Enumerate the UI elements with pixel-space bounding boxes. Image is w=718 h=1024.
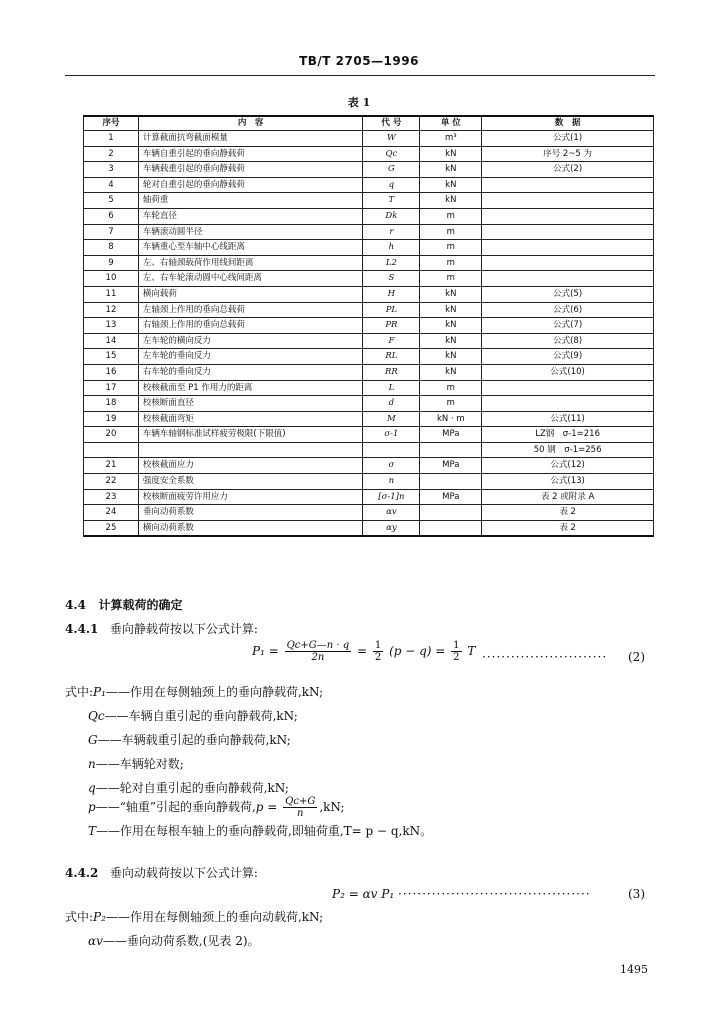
row-data [482, 240, 654, 256]
row-content: 车辆载重引起的垂向静载荷 [138, 162, 363, 178]
subsection-441-number: 4.4.1 [65, 622, 99, 636]
row-unit [420, 520, 482, 536]
row-content: 车轮直径 [138, 208, 363, 224]
row-number: 16 [84, 364, 139, 380]
row-data: 表 2 [482, 520, 654, 536]
table-row [84, 271, 654, 287]
def-text: ——垂向动荷系数,(见表 2)。 [102, 934, 260, 948]
eq2-equals: = [356, 644, 368, 658]
table-row [84, 442, 654, 458]
where-block-2 [65, 908, 323, 925]
row-number: 2 [84, 146, 139, 162]
table-row [84, 286, 654, 302]
row-number: 8 [84, 240, 139, 256]
row-data: 公式(10) [482, 364, 654, 380]
def-text: ——车辆载重引起的垂向静载荷,kN; [97, 733, 291, 747]
row-code: RR [363, 364, 420, 380]
eq3-number: (3) [628, 887, 645, 901]
row-number: 23 [84, 489, 139, 505]
table-row [84, 146, 654, 162]
where-label-2: 式中: [65, 910, 94, 924]
col-header-content: 内 容 [138, 116, 363, 131]
row-number: 3 [84, 162, 139, 178]
row-code: H [363, 286, 420, 302]
row-code: r [363, 224, 420, 240]
row-data: 公式(2) [482, 162, 654, 178]
row-code: W [363, 131, 420, 147]
row-number: 14 [84, 333, 139, 349]
row-number: 10 [84, 271, 139, 287]
row-unit: m [420, 240, 482, 256]
row-content: 左、右车轮滚动圆中心线间距离 [138, 271, 363, 287]
row-content: 轮对自重引起的垂向静载荷 [138, 177, 363, 193]
table-row [84, 489, 654, 505]
table-row [84, 474, 654, 490]
table-header-row [84, 116, 654, 131]
row-code: σ [363, 458, 420, 474]
row-unit: m [420, 255, 482, 271]
equation-3: P₂ = αv P₁ [332, 887, 395, 901]
definition-line [88, 755, 184, 772]
row-content: 右车轮的垂向反力 [138, 364, 363, 380]
subsection-441 [65, 620, 258, 637]
row-data: 表 2 [482, 505, 654, 521]
row-content [138, 442, 363, 458]
row-unit: MPa [420, 489, 482, 505]
row-content: 校核截面弯矩 [138, 411, 363, 427]
row-data [482, 396, 654, 412]
eq2-numerator-3: 1 [453, 640, 460, 651]
table-row [84, 520, 654, 536]
row-code: M [363, 411, 420, 427]
row-unit: kN [420, 286, 482, 302]
row-data: 序号 2~5 为 [482, 146, 654, 162]
table-row [84, 411, 654, 427]
row-content: 车辆重心至车轴中心线距离 [138, 240, 363, 256]
row-number: 9 [84, 255, 139, 271]
standard-code: TB/T 2705—1996 [299, 54, 419, 68]
row-code: L2 [363, 255, 420, 271]
row-content: 横向载荷 [138, 286, 363, 302]
def-p-unit: ,kN; [319, 800, 345, 814]
def-p-denominator: n [297, 808, 304, 819]
col-header-no: 序号 [84, 116, 139, 131]
def-p-fraction [283, 796, 317, 819]
eq2-number: (2) [628, 650, 645, 664]
def-symbol: p [88, 800, 96, 814]
row-unit: m³ [420, 131, 482, 147]
eq2-denominator-1: 2n [311, 652, 325, 663]
row-data: 公式(5) [482, 286, 654, 302]
row-content: 车辆车轴钢标准试样疲劳极限(下限值) [138, 427, 363, 443]
row-number: 4 [84, 177, 139, 193]
row-code: σ-1 [363, 427, 420, 443]
row-unit: MPa [420, 458, 482, 474]
eq2-middle: (p − q) = [389, 644, 446, 658]
row-code: q [363, 177, 420, 193]
row-content: 横向动荷系数 [138, 520, 363, 536]
eq2-tail: T [467, 644, 476, 658]
row-data: 公式(1) [482, 131, 654, 147]
def-symbol: αv [88, 934, 103, 948]
table-row [84, 427, 654, 443]
row-code: G [363, 162, 420, 178]
def-symbol: T [88, 824, 97, 838]
row-code: L [363, 380, 420, 396]
eq2-numerator-2: 1 [374, 640, 382, 651]
row-unit [420, 505, 482, 521]
definition-line [88, 731, 291, 748]
eq2-denominator-3: 2 [453, 652, 460, 663]
col-header-unit: 单 位 [420, 116, 482, 131]
table-row [84, 458, 654, 474]
row-number: 11 [84, 286, 139, 302]
definition-line-p [88, 796, 345, 819]
def-text: ——作用在每侧轴颈上的垂向静载荷,kN; [105, 685, 324, 699]
eq2-denominator-2: 2 [374, 652, 382, 663]
header-rule [65, 75, 655, 76]
row-code: S [363, 271, 420, 287]
row-number: 20 [84, 427, 139, 443]
table-row [84, 396, 654, 412]
section-heading [65, 596, 182, 613]
row-data [482, 224, 654, 240]
table-row [84, 333, 654, 349]
row-unit: kN [420, 162, 482, 178]
table-row [84, 193, 654, 209]
row-data [482, 208, 654, 224]
where-label: 式中: [65, 685, 94, 699]
table-row [84, 240, 654, 256]
def-text: ——轮对自重引起的垂向静载荷,kN; [95, 781, 289, 795]
def-symbol: q [88, 781, 96, 795]
row-number: 13 [84, 318, 139, 334]
row-data: LZ钢 σ-1=216 [482, 427, 654, 443]
table-row [84, 380, 654, 396]
def-symbol: n [88, 757, 96, 771]
row-number [84, 442, 139, 458]
def-text: ——“轴重”引起的垂向静载荷, [95, 800, 256, 814]
def-symbol: P₂ [93, 910, 106, 924]
table-row [84, 505, 654, 521]
table-row [84, 255, 654, 271]
subsection-442 [65, 864, 258, 881]
row-unit: MPa [420, 427, 482, 443]
row-number: 22 [84, 474, 139, 490]
eq2-fraction-3 [451, 640, 461, 663]
row-content: 左车轮的垂向反力 [138, 349, 363, 365]
eq2-leader: ·························· [482, 650, 608, 664]
table-row [84, 349, 654, 365]
table-row [84, 364, 654, 380]
row-content: 校核断面直径 [138, 396, 363, 412]
table-row [84, 302, 654, 318]
def-symbol: Qc [88, 709, 105, 723]
row-unit: m [420, 208, 482, 224]
def-text: ——作用在每根车轴上的垂向静载荷,即轴荷重,T= p − q,kN。 [96, 824, 433, 838]
eq2-fraction-2 [373, 640, 383, 663]
row-number: 21 [84, 458, 139, 474]
row-code: T [363, 193, 420, 209]
row-content: 左、右轴颈载荷作用线间距离 [138, 255, 363, 271]
row-unit [420, 474, 482, 490]
table-row [84, 318, 654, 334]
definition-line [88, 932, 260, 949]
table-row [84, 224, 654, 240]
row-number: 18 [84, 396, 139, 412]
row-data [482, 177, 654, 193]
def-text: ——作用在每侧轴颈上的垂向动载荷,kN; [105, 910, 324, 924]
def-symbol: G [88, 733, 98, 747]
row-unit: kN [420, 318, 482, 334]
table-row [84, 177, 654, 193]
row-data [482, 380, 654, 396]
row-code: Dk [363, 208, 420, 224]
row-content: 垂向动荷系数 [138, 505, 363, 521]
row-number: 5 [84, 193, 139, 209]
row-unit: m [420, 380, 482, 396]
equation-2 [252, 640, 475, 663]
eq2-numerator-1: Qc+G—n · q [286, 640, 350, 651]
table-row [84, 208, 654, 224]
row-number: 15 [84, 349, 139, 365]
row-content: 右轴颈上作用的垂向总载荷 [138, 318, 363, 334]
row-number: 12 [84, 302, 139, 318]
page-number: 1495 [620, 963, 648, 976]
def-p-equation: p = [255, 800, 278, 814]
row-content: 车辆滚动圆半径 [138, 224, 363, 240]
row-number: 25 [84, 520, 139, 536]
row-unit: kN [420, 146, 482, 162]
row-code: d [363, 396, 420, 412]
row-content: 计算截面抗弯截面模量 [138, 131, 363, 147]
row-data [482, 193, 654, 209]
row-unit: kN · m [420, 411, 482, 427]
row-number: 24 [84, 505, 139, 521]
row-content: 校核截面应力 [138, 458, 363, 474]
row-unit: kN [420, 349, 482, 365]
subsection-442-text: 垂向动载荷按以下公式计算: [109, 866, 258, 880]
row-code: αv [363, 505, 420, 521]
row-data: 公式(6) [482, 302, 654, 318]
row-unit: kN [420, 193, 482, 209]
row-code: Qc [363, 146, 420, 162]
def-p-numerator: Qc+G [285, 796, 316, 807]
row-data: 50 钢 σ-1=256 [482, 442, 654, 458]
row-data [482, 255, 654, 271]
row-data: 表 2 或附录 A [482, 489, 654, 505]
row-unit: kN [420, 302, 482, 318]
eq3-leader: ········································ [398, 887, 591, 901]
row-code: RL [363, 349, 420, 365]
row-content: 校核截面至 P1 作用力的距离 [138, 380, 363, 396]
row-unit: m [420, 396, 482, 412]
row-data: 公式(7) [482, 318, 654, 334]
where-block [65, 683, 323, 700]
row-data: 公式(8) [482, 333, 654, 349]
row-code: h [363, 240, 420, 256]
row-unit: m [420, 224, 482, 240]
row-content: 强度安全系数 [138, 474, 363, 490]
def-text: ——车辆自重引起的垂向静载荷,kN; [104, 709, 298, 723]
def-text: ——车辆轮对数; [95, 757, 184, 771]
definition-line-T [88, 822, 432, 839]
row-data [482, 271, 654, 287]
col-header-code: 代 号 [363, 116, 420, 131]
row-data: 公式(9) [482, 349, 654, 365]
eq2-lhs: P₁ = [252, 644, 279, 658]
row-unit: kN [420, 177, 482, 193]
row-data: 公式(13) [482, 474, 654, 490]
row-code: n [363, 474, 420, 490]
row-content: 左轴颈上作用的垂向总载荷 [138, 302, 363, 318]
row-code [363, 442, 420, 458]
table-title: 表 1 [347, 96, 371, 109]
row-content: 轴荷重 [138, 193, 363, 209]
row-code: [σ-1]n [363, 489, 420, 505]
section-title: 计算载荷的确定 [98, 598, 183, 612]
definition-line [88, 707, 298, 724]
row-unit: m [420, 271, 482, 287]
row-data: 公式(11) [482, 411, 654, 427]
row-number: 6 [84, 208, 139, 224]
row-content: 左车轮的横向反力 [138, 333, 363, 349]
parameter-table [83, 115, 654, 537]
row-number: 17 [84, 380, 139, 396]
row-content: 校核断面疲劳许用应力 [138, 489, 363, 505]
row-code: PL [363, 302, 420, 318]
row-data: 公式(12) [482, 458, 654, 474]
row-content: 车辆自重引起的垂向静载荷 [138, 146, 363, 162]
subsection-441-text: 垂向静载荷按以下公式计算: [109, 622, 258, 636]
def-symbol: P₁ [93, 685, 106, 699]
row-number: 19 [84, 411, 139, 427]
row-code: F [363, 333, 420, 349]
table-row [84, 131, 654, 147]
eq2-fraction-1 [285, 640, 352, 663]
row-unit: kN [420, 333, 482, 349]
col-header-data: 数 据 [482, 116, 654, 131]
subsection-442-number: 4.4.2 [65, 866, 99, 880]
row-code: PR [363, 318, 420, 334]
row-number: 1 [84, 131, 139, 147]
definition-line [88, 779, 289, 796]
row-unit [420, 442, 482, 458]
row-code: αy [363, 520, 420, 536]
row-unit: kN [420, 364, 482, 380]
table-row [84, 162, 654, 178]
row-number: 7 [84, 224, 139, 240]
section-number: 4.4 [65, 598, 86, 612]
